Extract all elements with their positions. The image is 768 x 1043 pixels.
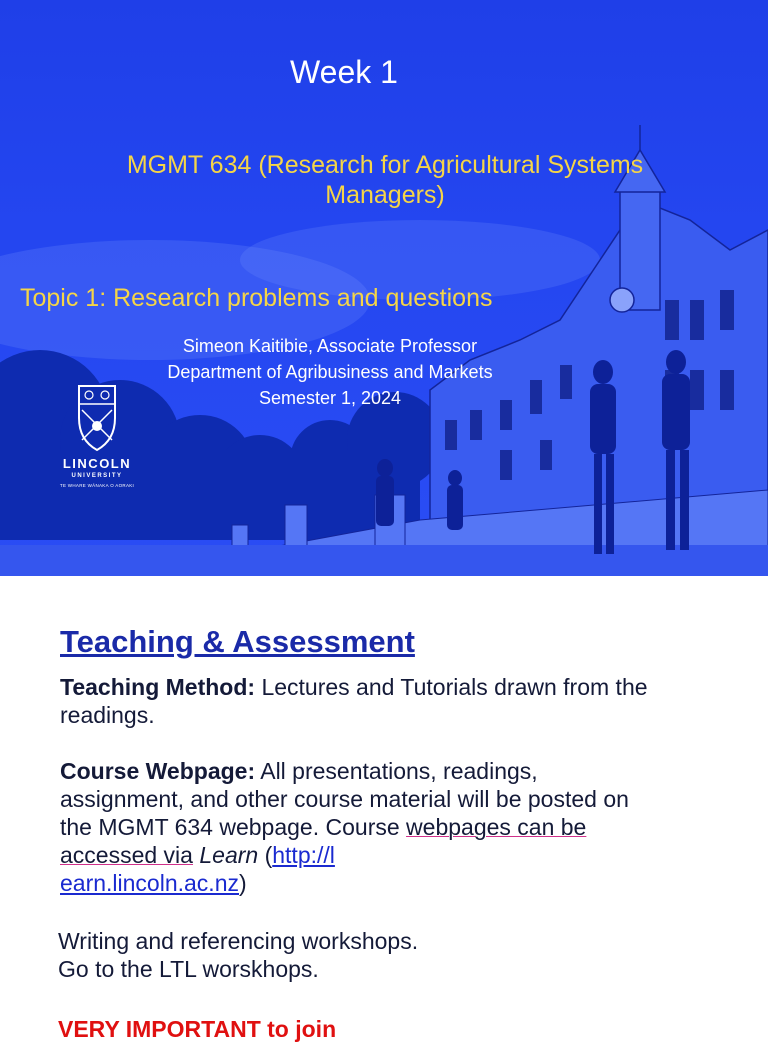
open-paren: ( [264,842,273,868]
workshop-line-2: Go to the LTL worskhops. [58,956,319,982]
learn-link-part2[interactable]: earn.lincoln.ac.nz [60,870,239,896]
close-paren: ) [239,870,247,896]
important-notice: VERY IMPORTANT to join [58,1016,337,1042]
author-block [100,333,560,411]
course-webpage-label: Course Webpage: [60,758,256,784]
crest-icon [58,382,136,454]
course-title-line1: MGMT 634 (Research for Agricultural Systems [126,151,644,179]
course-webpage-text-2: webpages can be accessed via [60,814,587,868]
lincoln-university-logo [58,382,136,497]
course-title [60,150,710,210]
author-name: Simeon Kaitibie, Associate Professor [182,336,478,356]
course-webpage-text: All presentations, readings, assignment, and other course material will be posted on the MGMT 634 webpage. Course [60,758,629,840]
workshop-line-1: Writing and referencing workshops. [58,928,419,954]
logo-subtitle: UNIVERSITY [71,473,123,479]
logo-wordmark: LINCOLN [62,456,132,471]
course-webpage-paragraph [60,757,660,897]
slide-heading: Teaching & Assessment [60,624,415,659]
teaching-method-paragraph [60,673,660,729]
week-label: Week 1 [290,54,398,90]
logo-motto: TE WHARE WĀNAKA O AORAKI [59,483,135,488]
department-name: Department of Agribusiness and Markets [167,362,493,382]
topic-title: Topic 1: Research problems and questions [20,284,493,312]
teaching-method-text: Lectures and Tutorials drawn from the readings. [60,674,648,728]
learn-label: Learn [199,842,259,868]
teaching-method-label: Teaching Method: [60,674,256,700]
workshops-paragraph [58,927,658,983]
course-title-line2: Managers) [325,181,445,209]
semester-label: Semester 1, 2024 [258,388,402,408]
teaching-slide [0,576,768,1042]
learn-link-part1[interactable]: http://l [272,842,335,868]
